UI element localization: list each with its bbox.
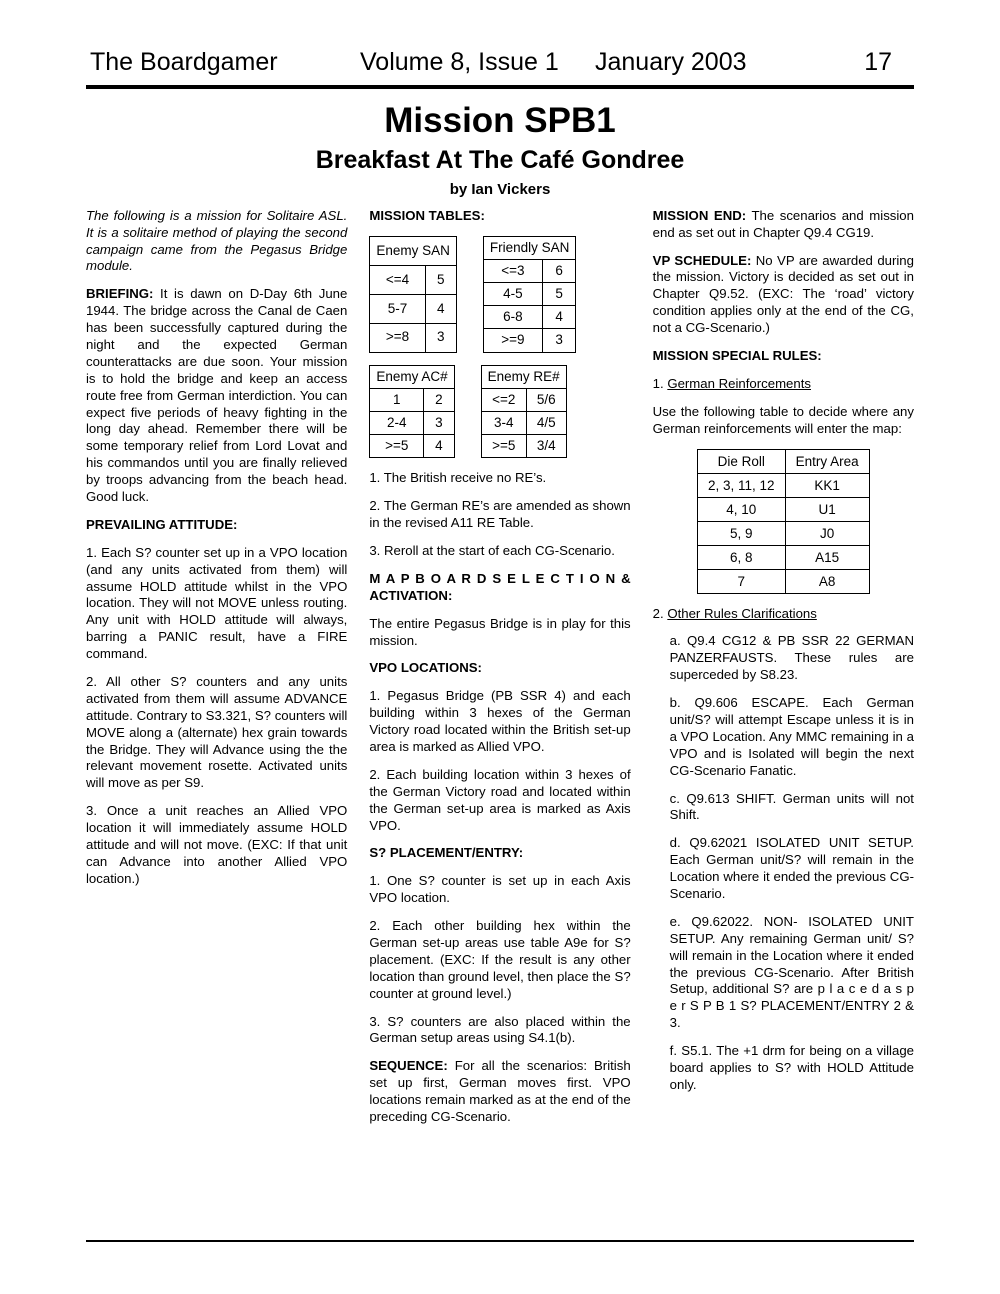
clarification-text: Q9.606 ESCAPE. Each German unit/S? will attempt Escape unless it is in a VPO Location. Any MMC remaining in a VPO and is Isolated will begin the next CG-Scenario Fanatic. [669,695,914,778]
cell: 3/4 [526,435,566,458]
masthead [86,48,914,85]
cell: 5/6 [526,388,566,411]
cell: 2, 3, 11, 12 [698,473,786,497]
cell: 5-7 [370,294,425,323]
page-number: 17 [864,48,892,76]
enemy-san-header: Enemy SAN [370,236,457,265]
intro-paragraph: The following is a mission for Solitaire ASL. It is a solitaire method of playing the second campaign came from the Pegasus Bridge module. [86,207,348,274]
cell: 2-4 [370,411,424,434]
table-note-3: 3. Reroll at the start of each CG-Scenario. [369,543,615,558]
cell: 3 [425,323,456,352]
cell: <=4 [370,265,425,294]
briefing-paragraph [86,286,347,506]
clarification-text: S5.1. The +1 drm for being on a village board applies to S? with HOLD Attitude only. [669,1043,914,1092]
vp-schedule-text: No VP are awarded during the mission. Victory is decided as set out in Chapter Q9.52. (EXC: The ‘road’ victory condition applies only at the end of the CG, not a CG-Scenario.) [652,252,914,336]
clarification-letter: d. [669,835,681,851]
cell: 3 [424,411,454,434]
mission-end-paragraph [653,208,914,242]
header-divider [86,85,914,89]
vp-schedule-label: VP SCHEDULE: [652,252,752,268]
cell: 3 [542,329,575,352]
cell: <=2 [481,388,526,411]
prevailing-attitude-label: PREVAILING ATTITUDE: [86,516,238,532]
cell: 6-8 [483,306,542,329]
prevailing-item-2: 2. All other S? counters and any units activated from them will assume ADVANCE attitude. Contrary to S3.321, S? counters will MOVE along a (alternate) hex grain towards the Bridge. They will Advance using the the relevant movement rosette. Activated units will move as per S9. [86,674,348,791]
cell: 4 [542,306,575,329]
cell: 4 [424,435,454,458]
cell: A15 [785,545,869,569]
clarification-letter: e. [669,913,681,929]
tables-row-2 [369,365,630,459]
entry-area-header: Entry Area [785,449,869,473]
clarification-text: Q9.4 CG12 & PB SSR 22 GERMAN PANZERFAUSTS. These rules are superceded by S8.23. [669,633,914,683]
rule-1-title: German Reinforcements [667,375,811,391]
clarification-text: Q9.613 SHIFT. German units will not Shift. [669,790,914,823]
tables-row-1 [369,236,630,353]
clarification-a [653,633,914,684]
cell: 4, 10 [698,497,786,521]
rule-2-number: 2. [652,605,668,621]
publication-title: The Boardgamer [90,48,278,76]
article-columns [86,208,914,1137]
clarification-letter: f. [669,1043,677,1059]
cell: J0 [785,521,869,545]
left-column [86,208,347,1137]
vpo-item-1: 1. Pegasus Bridge (PB SSR 4) and each building within 3 hexes of the German Victory road located within the British set-up area is marked as Allied VPO. [369,688,631,755]
placement-item-3: 3. S? counters are also placed within the German setup areas using S4.1(b). [369,1013,631,1046]
rule-2-title: Other Rules Clarifications [667,605,817,621]
cell: KK1 [785,473,869,497]
page-subtitle: Breakfast At The Café Gondree [315,145,685,174]
reinforcement-entry-table [697,449,870,594]
sequence-label: SEQUENCE: [369,1058,448,1074]
clarification-letter: b. [669,695,681,711]
briefing-label: BRIEFING: [86,286,154,302]
clarification-letter: c. [669,790,680,806]
friendly-san-header: Friendly SAN [483,236,576,259]
cell: >=9 [483,329,542,352]
friendly-san-table [483,236,577,353]
cell: 4-5 [483,283,542,306]
clarification-letter: a. [669,633,681,649]
cell: 7 [698,569,786,593]
clarification-e [653,914,914,1032]
cell: 2 [424,388,454,411]
clarification-text: Q9.62022. NON- ISOLATED UNIT SETUP. Any remaining German unit/ S? will remain in the Location where it ended the previous CG-Scenario. After British Setup, additional S? are p l a c e d a s p e r S P B 1 S? PLACEMENT/ENTRY 2 & 3. [669,913,914,1031]
prevailing-item-3: 3. Once a unit reaches an Allied VPO location it will immediately assume HOLD attitude and will not move. (EXC: If that unit can Advance into another Allied VPO location.) [86,803,348,886]
cell: 4 [425,294,456,323]
mission-end-label: MISSION END: [652,207,747,223]
table-note-1: 1. The British receive no RE’s. [369,470,547,486]
clarification-d [653,835,914,903]
middle-column [369,208,630,1137]
die-roll-header: Die Roll [698,449,786,473]
cell: >=5 [370,435,424,458]
byline: by Ian Vickers [449,180,551,198]
cell: 5 [542,283,575,306]
table-note-2: 2. The German RE’s are amended as shown in the revised A11 RE Table. [369,498,631,531]
enemy-ac-table [369,365,454,459]
sequence-text: For all the scenarios: British set up first, German moves first. VPO locations remain marked as at the end of the preceding CG-Scenario. [369,1058,631,1125]
rule-2-heading [653,606,914,623]
vpo-locations-label: VPO LOCATIONS: [369,660,482,676]
rule-1-text: Use the following table to decide where any German reinforcements will enter the map: [652,403,914,436]
cell: >=8 [370,323,425,352]
cell: 5 [425,265,456,294]
clarification-f [653,1043,914,1094]
sequence-paragraph [369,1058,630,1126]
mission-end-text: The scenarios and mission end as set out in Chapter Q9.4 CG19. [652,207,914,240]
clarification-text: Q9.62021 ISOLATED UNIT SETUP. Each German unit/S? will remain in the Location where it ended the previous CG-Scenario. [669,835,914,902]
prevailing-item-1: 1. Each S? counter set up in a VPO location (and any units activated from them) will assume HOLD attitude whilst in the VPO location. They will not MOVE unless routing. Any unit with HOLD attitude will always, barring a PANIC result, have a FIRE command. [86,544,348,662]
placement-item-1: 1. One S? counter is set up in each Axis VPO location. [369,873,631,906]
cell: 6 [542,259,575,282]
mapboard-selection-text: The entire Pegasus Bridge is in play for this mission. [369,615,631,648]
cell: >=5 [481,435,526,458]
page-title: Mission SPB1 [384,101,616,140]
cell: <=3 [483,259,542,282]
clarification-b [653,695,914,779]
right-column [653,208,914,1137]
mapboard-selection-label: M A P B O A R D S E L E C T I O N & ACTIVATION: [369,570,631,603]
vp-schedule-paragraph [653,253,914,337]
cell: 6, 8 [698,545,786,569]
volume-issue: Volume 8, Issue 1 [360,48,559,76]
cell: 4/5 [526,411,566,434]
rule-1-number: 1. [652,375,668,391]
enemy-ac-header: Enemy AC# [370,365,454,388]
enemy-re-table [481,365,567,459]
footer-divider [86,1240,914,1242]
cell: A8 [785,569,869,593]
special-rules-label: MISSION SPECIAL RULES: [652,347,822,363]
enemy-san-table [369,236,457,353]
rule-1-heading [653,376,914,393]
mission-tables-label: MISSION TABLES: [369,207,485,223]
cell: 5, 9 [698,521,786,545]
placement-entry-label: S? PLACEMENT/ENTRY: [369,845,524,861]
placement-item-2: 2. Each other building hex within the German set-up areas use table A9e for S? placement. (EXC: If the result is any other location than ground level, then place the S? counter at ground level.) [369,918,631,1001]
vpo-item-2: 2. Each building location within 3 hexes of the German Victory road and located within the German set-up area is marked as Axis VPO. [369,766,631,833]
cell: 1 [370,388,424,411]
cell: 3-4 [481,411,526,434]
clarification-c [653,791,914,825]
enemy-re-header: Enemy RE# [481,365,566,388]
issue-date: January 2003 [595,48,747,76]
briefing-text: It is dawn on D-Day 6th June 1944. The bridge across the Canal de Caen has been successfully captured during the night and the expected German counterattacks are due soon. Your mission is to hold the bridge and keep an access route free from German interdiction. You can expect five periods of heavy fighting in the long day ahead. Remember there will be some temporary relief from Lord Lovat and his commandos until you are finally relieved by troops advancing from the beach head. Good luck. [86,286,348,504]
cell: U1 [785,497,869,521]
